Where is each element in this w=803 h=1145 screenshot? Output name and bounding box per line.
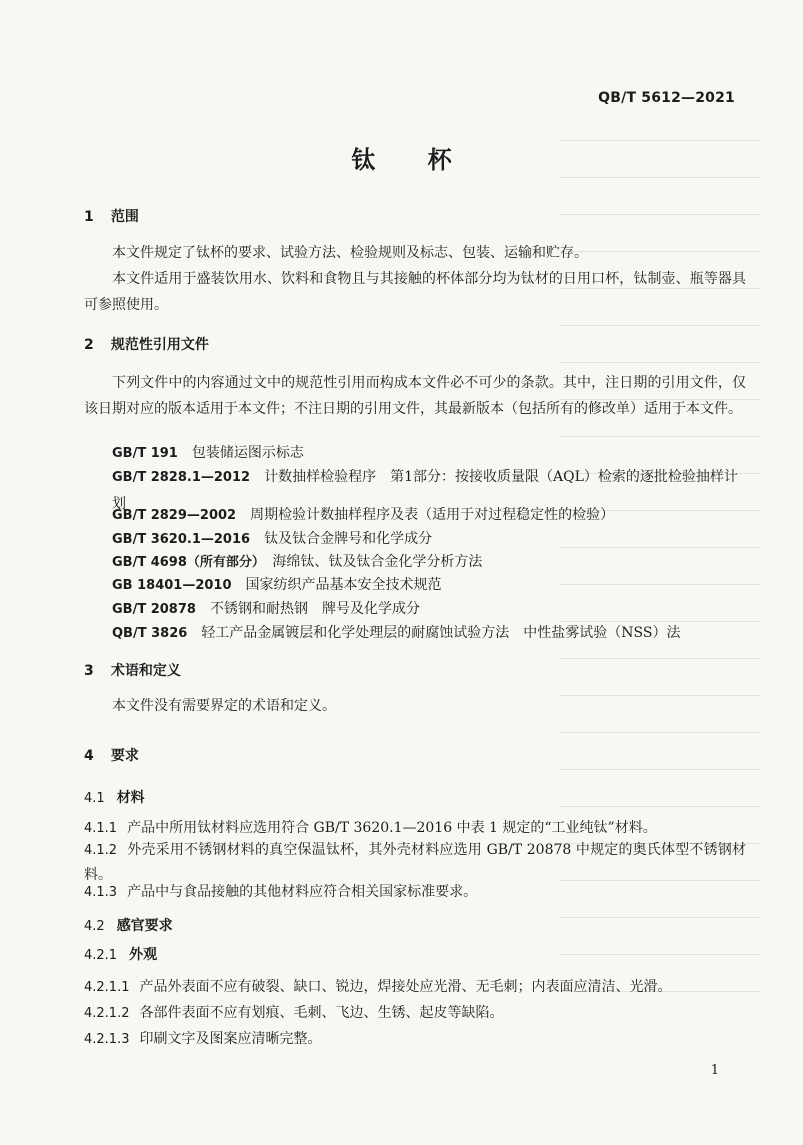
- reference-code: GB/T 4698（所有部分）: [112, 555, 259, 570]
- clause-number: 4.2.1.3: [84, 1032, 130, 1047]
- clause-number: 4.1.1: [84, 821, 118, 836]
- section-3-title: 术语和定义: [110, 663, 181, 679]
- subsection-4-2-1-title: 外观: [129, 947, 158, 963]
- reference-title: 包装储运图示标志: [191, 445, 304, 461]
- clause-4-2-1-2: [84, 1001, 746, 1026]
- clause-text: 外壳采用不锈钢材料的真空保温钛杯，其外壳材料应选用 GB/T 20878 中规定的奥氏体型不锈钢材料。: [84, 842, 746, 883]
- reference-title: 轻工产品金属镀层和化学处理层的耐腐蚀试验方法 中性盐雾试验（NSS）法: [201, 625, 681, 641]
- clause-number: 4.1.3: [84, 885, 118, 900]
- clause-text: 产品中所用钛材料应选用符合 GB/T 3620.1—2016 中表 1 规定的“工业纯钛”材料。: [127, 820, 657, 836]
- reference-code: GB 18401—2010: [112, 578, 232, 593]
- subsection-4-1-number: 4.1: [84, 791, 105, 806]
- reference-title: 不锈钢和耐热钢 牌号及化学成分: [209, 601, 420, 617]
- clause-text: 产品中与食品接触的其他材料应符合相关国家标准要求。: [127, 884, 478, 900]
- reference-title: 钛及钛合金牌号和化学成分: [264, 531, 433, 547]
- reference-code: QB/T 3826: [112, 626, 188, 641]
- subsection-4-2-number: 4.2: [84, 919, 105, 934]
- reference-title: 计数抽样检验程序 第1部分：按接收质量限（AQL）检索的逐批检验抽样计划: [112, 469, 738, 512]
- clause-number: 4.1.2: [84, 843, 118, 858]
- clause-number: 4.2.1.2: [84, 1006, 130, 1021]
- reference-code: GB/T 20878: [112, 602, 196, 617]
- reference-title: 周期检验计数抽样程序及表（适用于对过程稳定性的检验）: [250, 507, 615, 523]
- document-title: 钛 杯: [351, 146, 474, 174]
- reference-code: GB/T 2829—2002: [112, 508, 237, 523]
- section-3-paragraph: 本文件没有需要界定的术语和定义。: [112, 698, 336, 714]
- clause-text: 印刷文字及图案应清晰完整。: [139, 1031, 322, 1047]
- section-1-number: 1: [84, 209, 94, 225]
- subsection-4-1-title: 材料: [116, 790, 145, 806]
- clause-text: 产品外表面不应有破裂、缺口、锐边，焊接处应光滑、无毛刺；内表面应清洁、光滑。: [139, 979, 672, 995]
- reference-title: 海绵钛、钛及钛合金化学分析方法: [272, 554, 483, 570]
- section-4-number: 4: [84, 748, 94, 764]
- reference-item: [112, 596, 746, 623]
- clause-4-2-1-1: [84, 975, 746, 1000]
- clause-4-2-1-3: [84, 1027, 746, 1052]
- clause-text: 各部件表面不应有划痕、毛刺、飞边、生锈、起皮等缺陷。: [139, 1005, 504, 1021]
- subsection-4-2-heading: [84, 915, 173, 935]
- section-1-paragraph-1: 本文件规定了钛杯的要求、试验方法、检验规则及标志、包装、运输和贮存。: [112, 245, 588, 261]
- standard-number: QB/T 5612—2021: [598, 90, 735, 106]
- section-1-title: 范围: [110, 209, 139, 225]
- section-1-paragraph-2: 本文件适用于盛装饮用水、饮料和食物且与其接触的杯体部分均为钛材的日用口杯，钛制壶、瓶等器具可参照使用。: [84, 271, 746, 313]
- reference-code: GB/T 3620.1—2016: [112, 532, 251, 547]
- subsection-4-1-heading: [84, 787, 145, 807]
- reference-title: 国家纺织产品基本安全技术规范: [245, 577, 442, 593]
- clause-4-1-3: [84, 880, 746, 905]
- reference-item: [112, 572, 746, 599]
- reference-code: GB/T 2828.1—2012: [112, 470, 251, 485]
- section-4-heading: [84, 745, 139, 765]
- reference-item: [112, 502, 746, 529]
- section-2-number: 2: [84, 337, 94, 353]
- reference-code: GB/T 191: [112, 446, 178, 461]
- section-3-number: 3: [84, 663, 94, 679]
- subsection-4-2-1-number: 4.2.1: [84, 948, 118, 963]
- section-2-heading: [84, 334, 209, 354]
- section-4-title: 要求: [110, 748, 139, 764]
- subsection-4-2-1-heading: [84, 944, 157, 964]
- page-number: 1: [710, 1063, 719, 1078]
- subsection-4-2-title: 感官要求: [116, 918, 173, 934]
- reference-item: [112, 620, 746, 647]
- section-3-heading: [84, 660, 181, 680]
- section-2-title: 规范性引用文件: [110, 337, 209, 353]
- section-1-heading: [84, 206, 139, 226]
- clause-number: 4.2.1.1: [84, 980, 130, 995]
- reference-item: [112, 440, 746, 467]
- section-2-intro: 下列文件中的内容通过文中的规范性引用而构成本文件必不可少的条款。其中，注日期的引用文件，仅该日期对应的版本适用于本文件；不注日期的引用文件，其最新版本（包括所有的修改单）适用于本文件。: [84, 375, 746, 417]
